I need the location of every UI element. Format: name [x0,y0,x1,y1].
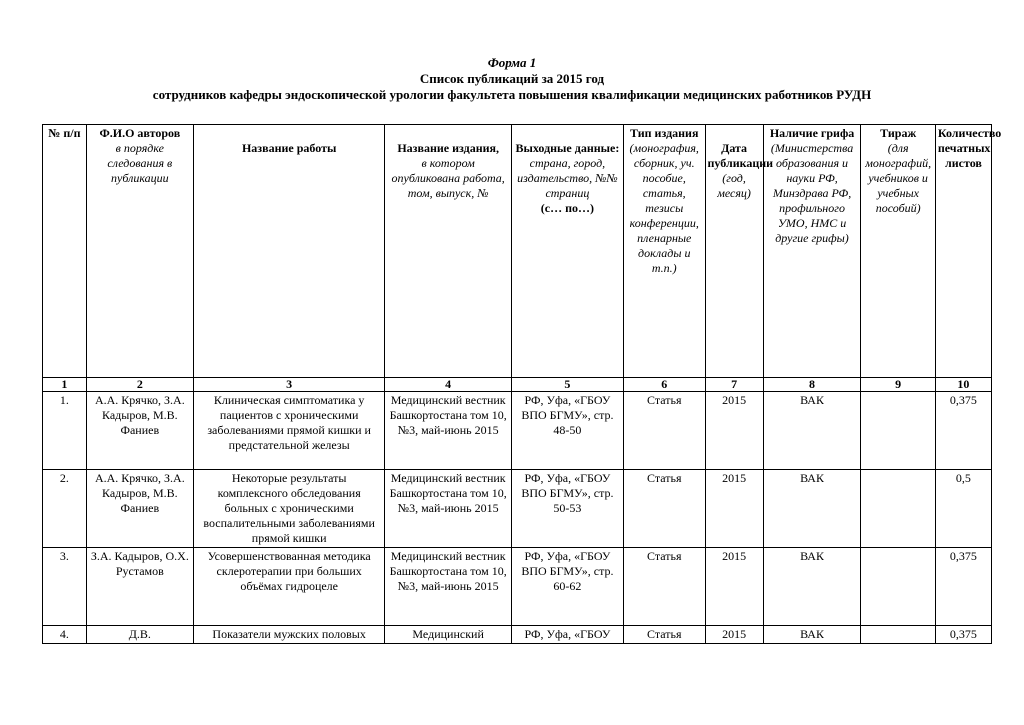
header-label: Наличие грифа [769,126,855,140]
header-label: Тип издания [630,126,699,140]
row-sheets: 0,5 [935,470,991,548]
row-authors: Д.В. [86,626,193,644]
header-note: страна, город, издательство, №№ страниц [517,156,618,200]
header-cell-authors [86,125,193,378]
column-number: 7 [705,378,763,392]
header-cell-grif [763,125,861,378]
row-grif: ВАК [763,626,861,644]
row-sheets: 0,375 [935,548,991,626]
row-journal: Медицинский вестник Башкортостана том 10, №3, май-июнь 2015 [385,392,511,470]
header-label: Тираж [880,126,917,140]
table-row [43,626,992,644]
header-cell-journal [385,125,511,378]
header-cell-output [511,125,623,378]
row-journal: Медицинский вестник Башкортостана том 10, №3, май-июнь 2015 [385,548,511,626]
header-note: (монография, сборник, уч. пособие, статья, тезисы конференции, пленарные доклады и т.п.) [629,141,699,275]
column-number: 4 [385,378,511,392]
header-label-pages: (с… по…) [540,201,595,215]
header-cell-type [623,125,705,378]
document-title: Список публикаций за 2015 год [419,71,605,86]
row-output: РФ, Уфа, «ГБОУ ВПО БГМУ», стр. 48-50 [511,392,623,470]
table-header-row [43,125,992,378]
row-journal: Медицинский [385,626,511,644]
form-label: Форма 1 [487,55,537,70]
row-title: Клиническая симптоматика у пациентов с хроническими заболеваниями прямой кишки и предстательной железы [193,392,385,470]
row-number: 3. [43,548,87,626]
row-tirazh [861,470,935,548]
row-sheets: 0,375 [935,626,991,644]
header-label: Название работы [241,141,337,155]
row-type: Статья [623,626,705,644]
row-tirazh [861,626,935,644]
row-output: РФ, Уфа, «ГБОУ ВПО БГМУ», стр. 60-62 [511,548,623,626]
row-number: 4. [43,626,87,644]
column-number: 9 [861,378,935,392]
row-tirazh [861,392,935,470]
column-number: 2 [86,378,193,392]
document-subtitle: сотрудников кафедры эндоскопической урологии факультета повышения квалификации медицинских работников РУДН [152,87,872,102]
column-number: 1 [43,378,87,392]
row-grif: ВАК [763,470,861,548]
row-tirazh [861,548,935,626]
table-row [43,392,992,470]
header-note: в порядке следования в публикации [107,141,173,185]
row-date: 2015 [705,548,763,626]
header-note: в котором опубликована работа, том, выпуск, № [391,156,505,200]
row-type: Статья [623,392,705,470]
row-journal: Медицинский вестник Башкортостана том 10, №3, май-июнь 2015 [385,470,511,548]
header-label: Дата публикации [707,141,774,170]
header-note: (для монографий, учебников и учебных пособий) [865,141,932,215]
header-cell-tirazh [861,125,935,378]
header-note: (год, месяц) [717,171,751,200]
header-label: Выходные данные: [515,141,620,155]
row-type: Статья [623,548,705,626]
row-title: Показатели мужских половых [193,626,385,644]
header-cell-date [705,125,774,378]
row-number: 1. [43,392,87,470]
row-date: 2015 [705,392,763,470]
row-authors: А.А. Крячко, З.А. Кадыров, М.В. Фаниев [86,392,193,470]
row-output: РФ, Уфа, «ГБОУ ВПО БГМУ», стр. 50-53 [511,470,623,548]
column-number: 5 [511,378,623,392]
header-label: № п/п [48,126,81,140]
row-authors: З.А. Кадыров, О.Х. Рустамов [86,548,193,626]
row-grif: ВАК [763,548,861,626]
row-date: 2015 [705,470,763,548]
column-number: 3 [193,378,385,392]
row-title: Усовершенствованная методика склеротерапии при больших объёмах гидроцеле [193,548,385,626]
column-number: 6 [623,378,705,392]
header-cell-number [43,125,87,378]
header-label: Название издания, [397,141,500,155]
row-output: РФ, Уфа, «ГБОУ [511,626,623,644]
header-label: Количество печатных листов [937,126,1002,170]
table-row [43,470,992,548]
header-label: Ф.И.О авторов [99,126,181,140]
row-title: Некоторые результаты комплексного обследования больных с хроническими воспалительными заболеваниями прямой кишки [193,470,385,548]
row-grif: ВАК [763,392,861,470]
column-number: 10 [935,378,991,392]
row-authors: А.А. Крячко, З.А. Кадыров, М.В. Фаниев [86,470,193,548]
publications-table [42,124,1002,644]
column-number: 8 [763,378,861,392]
row-date: 2015 [705,626,763,644]
header-cell-title [193,125,385,378]
header-cell-sheets [935,125,1002,378]
document-title-block [0,55,1024,103]
row-sheets: 0,375 [935,392,991,470]
row-type: Статья [623,470,705,548]
header-note: (Министерства образования и науки РФ, Минздрава РФ, профильного УМО, НМС и другие грифы) [770,141,854,245]
column-number-row [43,378,992,392]
row-number: 2. [43,470,87,548]
table-row [43,548,992,626]
